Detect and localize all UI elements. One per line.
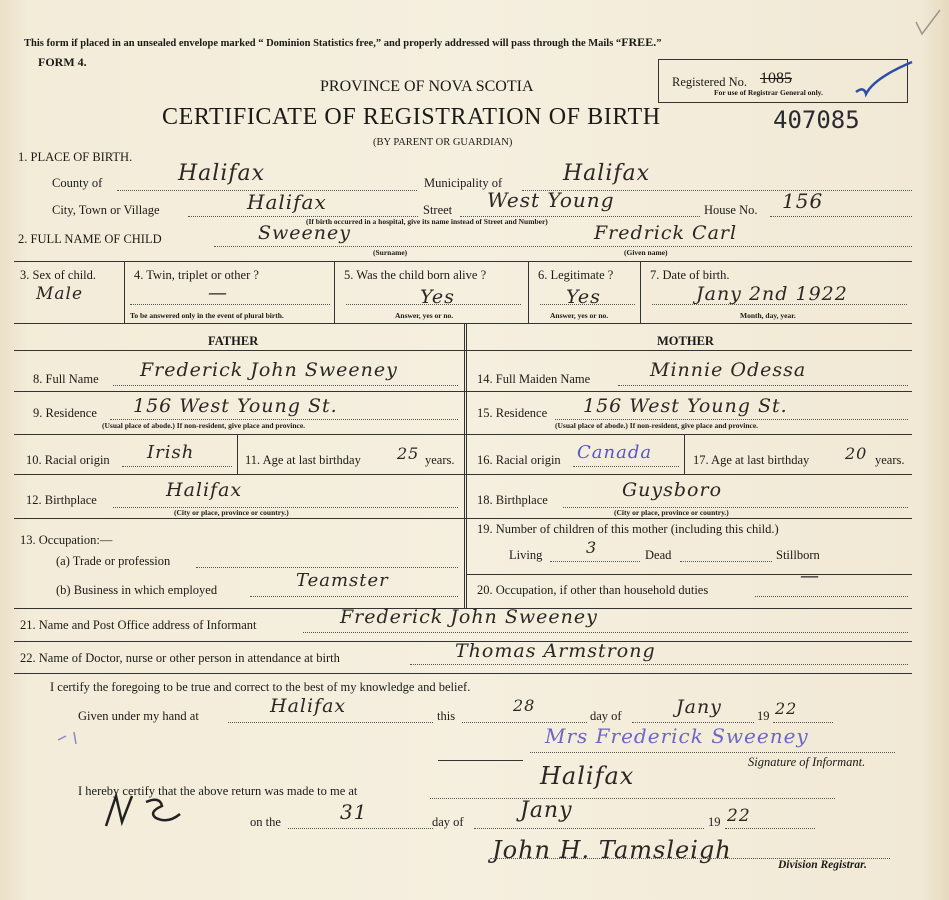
registrar-year-prefix: 19 — [708, 815, 721, 829]
father-name-line — [113, 385, 458, 386]
father-residence-line — [110, 419, 458, 420]
rule — [124, 261, 125, 323]
rule — [14, 434, 912, 435]
informant-signature: Mrs Frederick Sweeney — [545, 724, 809, 748]
registrar-day-of-label: day of — [432, 815, 464, 829]
father-heading: FATHER — [208, 334, 259, 348]
given-label: Given under my hand at — [78, 709, 199, 723]
rule — [466, 323, 467, 608]
place-section: 1. PLACE OF BIRTH. — [18, 150, 133, 164]
certify-year-prefix: 19 — [757, 709, 770, 723]
rule — [438, 760, 523, 761]
surname-caption: (Surname) — [373, 248, 408, 257]
county-value: Halifax — [178, 161, 266, 186]
mail-notice-free: FREE. — [621, 35, 657, 49]
father-residence: 156 West Young St. — [133, 395, 338, 417]
twin-value: — — [208, 282, 228, 304]
rule — [528, 261, 529, 323]
rule — [466, 574, 912, 575]
this-label: this — [437, 709, 456, 723]
father-race-label: 10. Racial origin — [26, 453, 110, 467]
registrar-day-line — [288, 828, 433, 829]
registered-label: Registered No. — [672, 75, 747, 89]
registrar-year: 22 — [727, 806, 751, 826]
given-caption: (Given name) — [624, 248, 668, 257]
mother-occupation-label: 20. Occupation, if other than household duties — [477, 583, 709, 597]
alive-line — [346, 304, 521, 305]
father-residence-label: 9. Residence — [33, 406, 97, 420]
father-age: 25 — [397, 444, 420, 463]
mail-notice-end: ” — [656, 38, 662, 49]
house-value: 156 — [782, 189, 824, 213]
certify-day-line — [462, 722, 587, 723]
doctor-label: 22. Name of Doctor, nurse or other person in attendance at birth — [20, 651, 340, 665]
pencil-mark-icon — [54, 728, 94, 748]
rule — [14, 350, 912, 351]
rule — [14, 474, 912, 475]
child-given-name: Fredrick Carl — [594, 222, 738, 244]
dead-label: Dead — [645, 548, 672, 562]
father-birthplace-note: (City or place, province or country.) — [174, 508, 289, 517]
sex-label: 3. Sex of child. — [20, 268, 97, 282]
child-name-label: 2. FULL NAME OF CHILD — [18, 232, 162, 246]
registrar-on-label: on the — [250, 815, 281, 829]
rule — [14, 261, 912, 262]
doctor-value: Thomas Armstrong — [455, 640, 656, 662]
province-heading: PROVINCE OF NOVA SCOTIA — [320, 78, 534, 95]
father-birthplace: Halifax — [166, 479, 243, 501]
mother-birthplace-note: (City or place, province or country.) — [614, 508, 729, 517]
registrar-year-line — [725, 828, 815, 829]
certify-month-line — [632, 722, 754, 723]
mother-heading: MOTHER — [657, 334, 714, 348]
child-surname: Sweeney — [258, 222, 351, 244]
father-race: Irish — [147, 442, 195, 463]
subtitle: (BY PARENT OR GUARDIAN) — [373, 137, 513, 148]
trade-line — [196, 567, 458, 568]
rule — [14, 323, 912, 324]
legitimate-value: Yes — [566, 286, 601, 308]
rule — [14, 673, 912, 674]
father-residence-note: (Usual place of abode.) If non-resident, give place and province. — [102, 421, 306, 430]
living-value: 3 — [586, 538, 598, 557]
living-label: Living — [509, 548, 543, 562]
legitimate-note: Answer, yes or no. — [550, 311, 609, 320]
mother-occupation: — — [800, 565, 820, 587]
registrar-month-line — [474, 828, 704, 829]
registered-value: 1085 — [760, 70, 792, 87]
hospital-note: (If birth occurred in a hospital, give its name instead of Street and Number) — [306, 217, 548, 226]
sex-value: Male — [36, 284, 84, 304]
father-name: Frederick John Sweeney — [140, 359, 398, 381]
children-count-label: 19. Number of children of this mother (including this child.) — [477, 522, 779, 536]
city-label: City, Town or Village — [52, 203, 160, 217]
occupation-label: 13. Occupation:— — [20, 533, 113, 547]
informant-line — [303, 632, 908, 633]
informant-signature-label: Signature of Informant. — [748, 755, 866, 769]
house-label: House No. — [704, 203, 758, 217]
mail-notice — [24, 35, 661, 50]
page-title: CERTIFICATE OF REGISTRATION OF BIRTH — [162, 104, 661, 130]
alive-label: 5. Was the child born alive ? — [344, 268, 487, 282]
given-place-line — [228, 722, 433, 723]
mother-race: Canada — [577, 442, 653, 463]
pencil-check-icon — [912, 8, 942, 38]
rule — [14, 518, 912, 519]
municipality-label: Municipality of — [424, 176, 503, 190]
street-label: Street — [423, 203, 453, 217]
checkmark-icon — [852, 58, 916, 98]
mother-age-label: 17. Age at last birthday — [693, 453, 810, 467]
certify-year: 22 — [775, 699, 798, 718]
certify-year-line — [773, 722, 833, 723]
twin-label: 4. Twin, triplet or other ? — [134, 268, 259, 282]
form-number: FORM 4. — [38, 55, 87, 69]
mother-residence-line — [555, 419, 908, 420]
rule — [14, 391, 912, 392]
twin-line — [130, 304, 330, 305]
registrar-place-line — [430, 798, 835, 799]
rule — [464, 323, 465, 608]
registrar-use-note: For use of Registrar General only. — [714, 88, 823, 97]
child-name-line — [214, 246, 912, 247]
rule — [237, 434, 238, 474]
father-birthplace-label: 12. Birthplace — [26, 493, 97, 507]
alive-note: Answer, yes or no. — [395, 311, 454, 320]
municipality-value: Halifax — [563, 161, 651, 186]
dob-note: Month, day, year. — [740, 311, 796, 320]
registrar-label: Division Registrar. — [778, 859, 867, 871]
mother-residence: 156 West Young St. — [583, 395, 788, 417]
mail-notice-text: This form if placed in an unsealed envelope marked “ Dominion Statistics free,” and properly addressed will pass through the Mails “ — [24, 38, 622, 49]
mother-name: Minnie Odessa — [650, 359, 807, 381]
alive-value: Yes — [420, 286, 455, 308]
mother-birthplace: Guysboro — [622, 479, 723, 501]
certify-month: Jany — [676, 696, 722, 718]
father-name-label: 8. Full Name — [33, 372, 99, 386]
registrar-month: Jany — [520, 798, 573, 823]
mother-race-line — [573, 466, 679, 467]
mother-age: 20 — [845, 444, 868, 463]
dob-label: 7. Date of birth. — [650, 268, 730, 282]
certify-day: 28 — [513, 696, 536, 715]
informant-label: 21. Name and Post Office address of Informant — [20, 618, 257, 632]
mother-residence-label: 15. Residence — [477, 406, 548, 420]
father-age-label: 11. Age at last birthday — [245, 453, 361, 467]
certify-day-of-label: day of — [590, 709, 622, 723]
city-value: Halifax — [247, 190, 327, 214]
informant-signature-line — [530, 752, 895, 753]
county-label: County of — [52, 176, 103, 190]
doctor-line — [410, 664, 908, 665]
business-label: (b) Business in which employed — [56, 583, 218, 597]
initials-mark-icon — [98, 790, 188, 830]
mother-occupation-line — [755, 596, 908, 597]
stamped-number: 407085 — [773, 106, 860, 134]
rule — [334, 261, 335, 323]
legitimate-label: 6. Legitimate ? — [538, 268, 614, 282]
father-race-line — [122, 466, 232, 467]
father-years: years. — [425, 453, 455, 467]
mother-birthplace-label: 18. Birthplace — [477, 493, 548, 507]
dob-value: Jany 2nd 1922 — [696, 283, 848, 305]
registrar-place: Halifax — [540, 762, 635, 790]
stillborn-label: Stillborn — [776, 548, 820, 562]
registrar-signature: John H. Tamsleigh — [492, 836, 732, 864]
mother-years: years. — [875, 453, 905, 467]
dead-line — [680, 561, 772, 562]
registrar-day: 31 — [340, 800, 368, 824]
certify-statement: I certify the foregoing to be true and correct to the best of my knowledge and belief. — [50, 680, 471, 694]
dob-line — [652, 304, 907, 305]
legitimate-line — [540, 304, 635, 305]
informant-value: Frederick John Sweeney — [340, 606, 598, 628]
rule — [684, 434, 685, 474]
father-business: Teamster — [296, 570, 389, 591]
mother-race-label: 16. Racial origin — [477, 453, 561, 467]
mother-residence-note: (Usual place of abode.) If non-resident, give place and province. — [555, 421, 759, 430]
given-place: Halifax — [270, 695, 347, 717]
twin-note: To be answered only in the event of plural birth. — [130, 311, 284, 320]
business-line — [250, 596, 458, 597]
house-line — [770, 216, 912, 217]
street-value: West Young — [487, 188, 615, 212]
trade-label: (a) Trade or profession — [56, 554, 171, 568]
registrar-statement: I hereby certify that the above return was made to me at — [78, 784, 358, 798]
mother-name-line — [618, 385, 908, 386]
rule — [640, 261, 641, 323]
living-line — [550, 561, 640, 562]
mother-name-label: 14. Full Maiden Name — [477, 372, 591, 386]
